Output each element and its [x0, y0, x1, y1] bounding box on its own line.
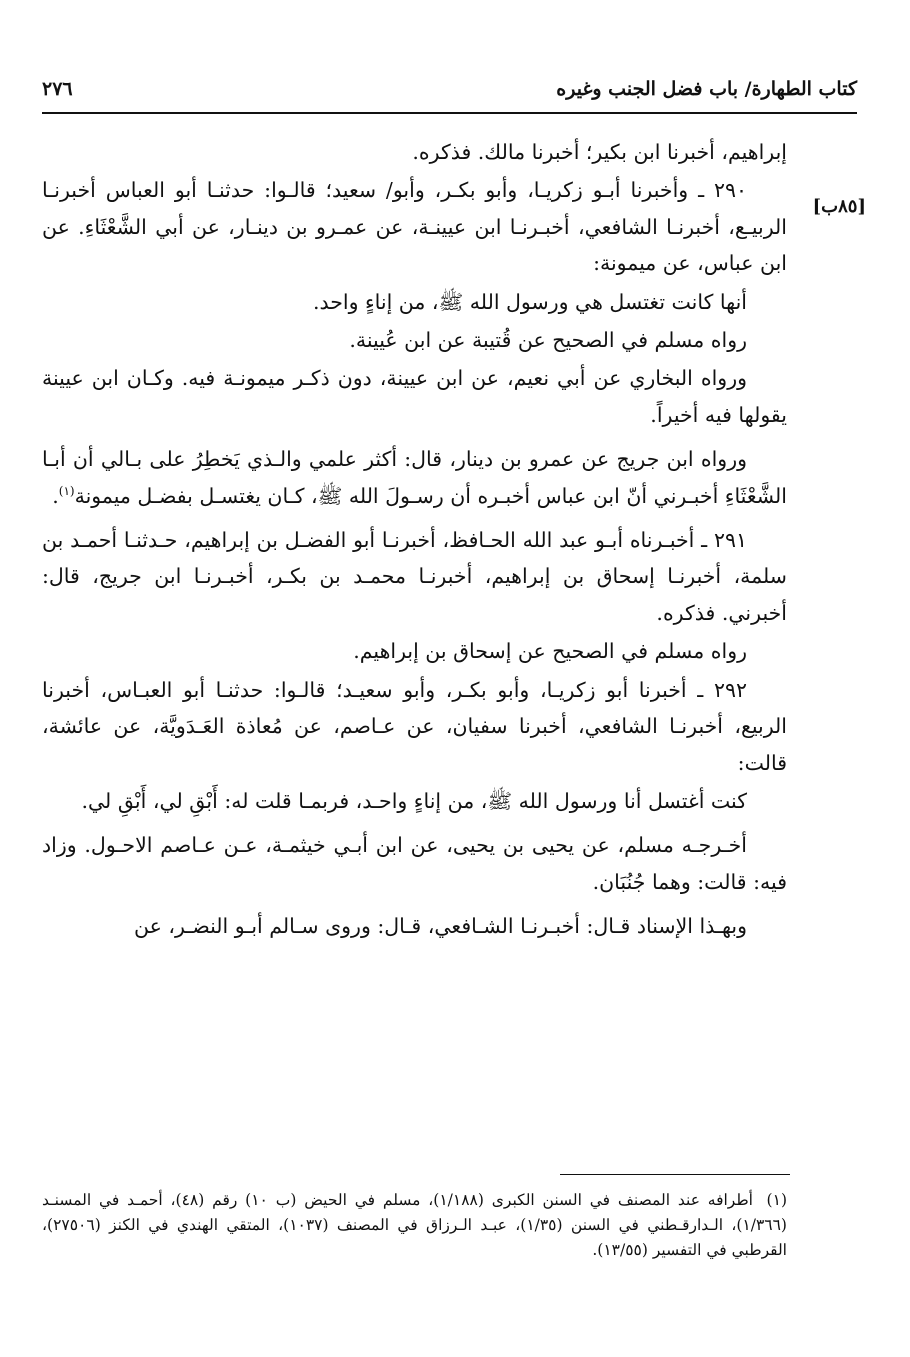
hadith-293-start: وبهـذا الإسناد قـال: أخبـرنـا الشـافعي، قـال: وروى سـالم أبـو النضـر، عن: [134, 914, 747, 939]
footnote-reference[interactable]: (١): [58, 483, 75, 498]
page-number: ٢٧٦: [42, 78, 73, 100]
hadith-290-isnad: ٢٩٠ ـ وأخبرنا أبـو زكريـا، وأبو بكـر، وأبو/ سعيد؛ قالـوا: حدثنـا أبو العباس أخبرنـا الربيـع، أخبرنـا الشافعي، أخبـرنـا ابن عيينـة، عن عمـرو بن دينـار، عن أبي الشَّعْثَاءِ. عن ابن عباس، عن ميمونة:: [42, 178, 787, 276]
paragraph-tail: .: [52, 483, 59, 508]
hadith-292-isnad: ٢٩٢ ـ أخبرنا أبو زكريـا، وأبو بكـر، وأبو سعيـد؛ قالـوا: حدثنـا أبو العبـاس، أخبرنا الربيع، أخبرنـا الشافعي، أخبرنا سفيان، عن عـاصم، عن مُعاذة العَـدَويَّة، عن عائشة، قالت:: [42, 677, 787, 775]
hadith-290-muslim: رواه مسلم في الصحيح عن قُتيبة عن ابن عُيينة.: [349, 328, 747, 353]
footnote-number: (١): [766, 1191, 787, 1209]
header-divider: [42, 112, 857, 114]
hadith-292-matn: كنت أغتسل أنا ورسول الله ﷺ، من إناءٍ واحـد، فربمـا قلت له: أَبْقِ لي، أَبْقِ لي.: [81, 788, 747, 813]
paragraph-continuation: إبراهيم، أخبرنا ابن بكير؛ أخبرنا مالك. فذكره.: [412, 140, 787, 164]
footnotes: [42, 1188, 787, 1262]
hadith-291-muslim: رواه مسلم في الصحيح عن إسحاق بن إبراهيم.: [353, 639, 747, 664]
footnote-divider: [560, 1174, 790, 1175]
hadith-290-ibn-jurayj: [42, 441, 787, 514]
footnote-text: أطرافه عند المصنف في السنن الكبرى (١/١٨٨)، مسلم في الحيض (ب ١٠) رقم (٤٨)، أحمـد في المسنـد (١/٣٦٦)، الـدارقـطني في السنن (١/٣٥)، عبـد الـرزاق في المصنف (١٠٣٧)، المتقي الهندي في الكنز (٢٧٥٠٦)، القرطبي في التفسير (١٣/٥٥).: [42, 1191, 787, 1259]
footnote-1: [42, 1188, 787, 1262]
chapter-title: كتاب الطهارة/ باب فضل الجنب وغيره: [556, 78, 857, 100]
hadith-291-isnad: ٢٩١ ـ أخبـرناه أبـو عبد الله الحـافظ، أخبرنـا أبو الفضـل بن إبراهيم، حـدثنـا أحمـد بن سلمة، أخبرنـا إسحاق بن إبراهيم، أخبرنـا محمـد بن بكـر، أخبـرنـا ابن جريج، قال: أخبرني. فذكره.: [42, 528, 787, 625]
running-header: [42, 78, 857, 110]
manuscript-folio-note: [٨٥ب]: [812, 196, 866, 217]
hadith-290-bukhari: ورواه البخاري عن أبي نعيم، عن ابن عيينة، دون ذكـر ميمونـة فيه. وكـان ابن عيينة يقولها فيه أخيراً.: [42, 366, 787, 427]
paragraph-text: ورواه ابن جريج عن عمرو بن دينار، قال: أكثر علمي والـذي يَخطِرُ على بـالي أن أبـا الشَّعْثَاءِ أخبـرني أنّ ابن عباس أخبـره أن رسـولَ الله ﷺ، كـان يغتسـل بفضـل ميمونة: [42, 447, 787, 508]
hadith-290-matn: أنها كانت تغتسل هي ورسول الله ﷺ، من إناءٍ واحد.: [312, 289, 747, 314]
hadith-292-takhrij: أخـرجـه مسلم، عن يحيى بن يحيى، عن ابن أبـي خيثمـة، عـن عـاصم الاحـول. وزاد فيه: قالت: وهما جُنُبَان.: [42, 833, 787, 894]
main-text: [42, 134, 787, 953]
